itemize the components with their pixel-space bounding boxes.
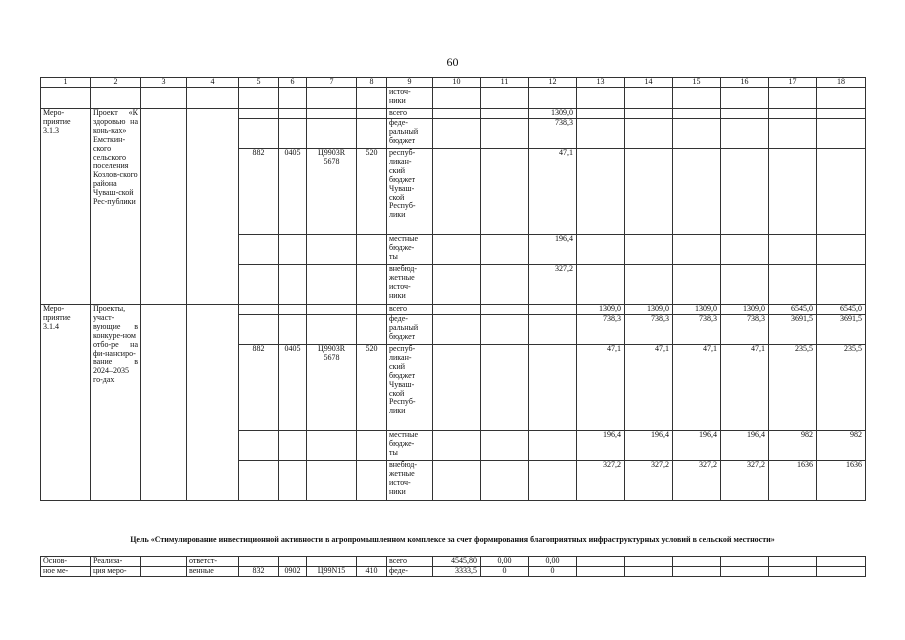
column-header: 11: [481, 78, 529, 88]
source-cell: местные бюдже- ты: [387, 235, 433, 265]
value-cell: 6545,0: [769, 305, 817, 315]
value-cell: 196,4: [577, 431, 625, 461]
table-cell: [529, 305, 577, 315]
value-cell: 327,2: [673, 461, 721, 501]
table-cell: [481, 119, 529, 149]
column-header: 13: [577, 78, 625, 88]
column-header: 1: [41, 78, 91, 88]
value-cell: 196,4: [673, 431, 721, 461]
table-cell: [307, 557, 357, 567]
table-cell: [239, 265, 279, 305]
table-cell: [357, 109, 387, 119]
value-cell: 738,3: [529, 119, 577, 149]
table-cell: [307, 88, 357, 109]
table-cell: [279, 315, 307, 345]
table-cell: [307, 305, 357, 315]
table-cell: [577, 149, 625, 235]
table-cell: [433, 149, 481, 235]
table-cell: [357, 265, 387, 305]
value-cell: 196,4: [721, 431, 769, 461]
source-cell: феде- ральный бюджет: [387, 119, 433, 149]
table-cell: [357, 431, 387, 461]
table-cell: [721, 149, 769, 235]
table-cell: [481, 109, 529, 119]
table-cell: [577, 567, 625, 577]
table-cell: [279, 119, 307, 149]
table-cell: [433, 235, 481, 265]
table-cell: [481, 88, 529, 109]
table-cell: [625, 88, 673, 109]
table-cell: [307, 461, 357, 501]
table-cell: венные: [187, 567, 239, 577]
table-cell: [769, 88, 817, 109]
table-cell: [433, 345, 481, 431]
value-cell: 47,1: [625, 345, 673, 431]
table-cell: [357, 88, 387, 109]
value-cell: 196,4: [625, 431, 673, 461]
source-cell: феде-: [387, 567, 433, 577]
table-cell: [577, 119, 625, 149]
table-cell: [187, 109, 239, 305]
table-cell: [239, 315, 279, 345]
table-cell: [239, 461, 279, 501]
table-cell: [577, 265, 625, 305]
table-cell: [817, 119, 866, 149]
table-cell: [239, 109, 279, 119]
table-cell: [279, 265, 307, 305]
table-cell: [625, 149, 673, 235]
table-cell: [481, 265, 529, 305]
budget-code-cell: 520: [357, 345, 387, 431]
column-header: 12: [529, 78, 577, 88]
column-header: 8: [357, 78, 387, 88]
table-cell: [307, 109, 357, 119]
table-cell: [239, 305, 279, 315]
table-row: [41, 305, 866, 315]
table-cell: [307, 265, 357, 305]
value-cell: 1309,0: [577, 305, 625, 315]
value-cell: 1636: [817, 461, 866, 501]
table-cell: [433, 88, 481, 109]
table-cell: [673, 265, 721, 305]
value-cell: 982: [817, 431, 866, 461]
source-cell: респуб- ликан- ский бюджет Чуваш- ской Респуб- лики: [387, 149, 433, 235]
table-cell: Основ-: [41, 557, 91, 567]
table-cell: [577, 235, 625, 265]
table-cell: [481, 431, 529, 461]
table-cell: [357, 235, 387, 265]
table-cell: [673, 88, 721, 109]
table-cell: [769, 567, 817, 577]
source-cell: местные бюдже- ты: [387, 431, 433, 461]
table-cell: [357, 305, 387, 315]
table-cell: [673, 557, 721, 567]
table-cell: [721, 265, 769, 305]
table-cell: [357, 315, 387, 345]
budget-code-cell: Ц9903R 5678: [307, 345, 357, 431]
table-cell: [307, 431, 357, 461]
source-cell: внебюд- жетные источ- ники: [387, 461, 433, 501]
table-cell: [433, 305, 481, 315]
value-cell: 47,1: [529, 149, 577, 235]
table-cell: [481, 149, 529, 235]
budget-code-cell: 410: [357, 567, 387, 577]
budget-table: [40, 77, 866, 501]
budget-code-cell: 0902: [279, 567, 307, 577]
table-cell: [769, 119, 817, 149]
table-cell: [239, 235, 279, 265]
source-cell: респуб- ликан- ский бюджет Чуваш- ской Респуб- лики: [387, 345, 433, 431]
table-cell: [187, 88, 239, 109]
table-cell: [625, 567, 673, 577]
value-cell: 982: [769, 431, 817, 461]
value-cell: 47,1: [577, 345, 625, 431]
table-cell: [481, 315, 529, 345]
table-cell: [307, 315, 357, 345]
table-cell: [279, 461, 307, 501]
column-header: 17: [769, 78, 817, 88]
table-cell: [239, 88, 279, 109]
table-cell: [817, 265, 866, 305]
value-cell: 4545,80: [433, 557, 481, 567]
measure-name: Меро- приятие 3.1.4: [41, 305, 91, 501]
measure-name: Меро- приятие 3.1.3: [41, 109, 91, 305]
table-cell: [239, 431, 279, 461]
column-header: 16: [721, 78, 769, 88]
table-cell: [357, 119, 387, 149]
table-cell: [817, 567, 866, 577]
source-cell: всего: [387, 109, 433, 119]
value-cell: 6545,0: [817, 305, 866, 315]
table-cell: [721, 119, 769, 149]
table-cell: [307, 119, 357, 149]
column-header: 5: [239, 78, 279, 88]
table-cell: ция меро-: [91, 567, 141, 577]
table-cell: [481, 345, 529, 431]
table-cell: [279, 88, 307, 109]
table-row: [41, 567, 866, 577]
measure-description: Проект «К здоровью на конь-ках» Емсткин-ского сельского поселения Козлов-ского района Чуваш-ской Рес-публики: [91, 109, 141, 305]
value-cell: 327,2: [529, 265, 577, 305]
table-cell: [673, 149, 721, 235]
table-cell: [141, 88, 187, 109]
table-cell: [529, 431, 577, 461]
table-cell: [307, 235, 357, 265]
table-cell: [625, 557, 673, 567]
source-cell: феде- ральный бюджет: [387, 315, 433, 345]
value-cell: 1309,0: [625, 305, 673, 315]
table-cell: [721, 88, 769, 109]
budget-table-continued: [40, 556, 866, 577]
table-cell: [721, 557, 769, 567]
table-row: [41, 109, 866, 119]
value-cell: 1636: [769, 461, 817, 501]
table-cell: [141, 109, 187, 305]
source-cell: всего: [387, 557, 433, 567]
table-cell: [187, 305, 239, 501]
table-cell: [529, 345, 577, 431]
table-cell: [673, 235, 721, 265]
table-cell: [769, 109, 817, 119]
value-cell: 235,5: [817, 345, 866, 431]
column-header: 14: [625, 78, 673, 88]
table-cell: [239, 119, 279, 149]
table-cell: [433, 315, 481, 345]
value-cell: 327,2: [577, 461, 625, 501]
table-cell: [577, 88, 625, 109]
table-cell: [721, 567, 769, 577]
budget-code-cell: 0405: [279, 149, 307, 235]
table-cell: [673, 567, 721, 577]
budget-code-cell: 882: [239, 345, 279, 431]
value-cell: 1309,0: [673, 305, 721, 315]
table-cell: [625, 109, 673, 119]
table-cell: [481, 461, 529, 501]
value-cell: 3691,5: [769, 315, 817, 345]
column-header: 10: [433, 78, 481, 88]
table-cell: [721, 109, 769, 119]
table-cell: [577, 557, 625, 567]
table-cell: Реализа-: [91, 557, 141, 567]
value-cell: 47,1: [673, 345, 721, 431]
table-cell: [141, 557, 187, 567]
table-cell: [817, 149, 866, 235]
column-header: 15: [673, 78, 721, 88]
table-cell: [433, 461, 481, 501]
source-cell: внебюд- жетные источ- ники: [387, 265, 433, 305]
header-row: [41, 78, 866, 88]
value-cell: 0,00: [481, 557, 529, 567]
table-cell: [279, 431, 307, 461]
table-cell: [279, 305, 307, 315]
value-cell: 1309,0: [529, 109, 577, 119]
table-cell: [769, 235, 817, 265]
budget-code-cell: Ц9903R 5678: [307, 149, 357, 235]
table-cell: [357, 557, 387, 567]
budget-code-cell: 882: [239, 149, 279, 235]
table-cell: [817, 109, 866, 119]
column-header: 2: [91, 78, 141, 88]
column-header: 9: [387, 78, 433, 88]
table-cell: [279, 557, 307, 567]
table-cell: [141, 305, 187, 501]
table-cell: [141, 567, 187, 577]
column-header: 3: [141, 78, 187, 88]
table-cell: [91, 88, 141, 109]
table-cell: [817, 557, 866, 567]
budget-code-cell: 832: [239, 567, 279, 577]
table-cell: [529, 88, 577, 109]
table-cell: [673, 109, 721, 119]
column-header: 7: [307, 78, 357, 88]
value-cell: 327,2: [625, 461, 673, 501]
budget-code-cell: 0405: [279, 345, 307, 431]
continuation-row: [41, 88, 866, 109]
source-cell: источ- ники: [387, 88, 433, 109]
table-cell: [529, 461, 577, 501]
value-cell: 196,4: [529, 235, 577, 265]
value-cell: 47,1: [721, 345, 769, 431]
table-cell: [239, 557, 279, 567]
table-cell: [481, 305, 529, 315]
page-number: 60: [446, 55, 459, 69]
table-cell: [41, 88, 91, 109]
value-cell: 0,00: [529, 557, 577, 567]
table-cell: [279, 109, 307, 119]
table-row: [41, 557, 866, 567]
table-cell: [433, 109, 481, 119]
source-cell: всего: [387, 305, 433, 315]
table-cell: [769, 557, 817, 567]
table-cell: [433, 119, 481, 149]
table-cell: [529, 315, 577, 345]
goal-heading: Цель «Стимулирование инвестиционной активности в агропромышленном комплексе за счет формирования благоприятных инфраструктурных условий в сельской местности»: [130, 535, 775, 544]
table-cell: [625, 235, 673, 265]
table-cell: [721, 235, 769, 265]
value-cell: 0: [529, 567, 577, 577]
value-cell: 1309,0: [721, 305, 769, 315]
value-cell: 738,3: [673, 315, 721, 345]
table-cell: [625, 119, 673, 149]
value-cell: 235,5: [769, 345, 817, 431]
value-cell: 327,2: [721, 461, 769, 501]
column-header: 18: [817, 78, 866, 88]
table-cell: ное ме-: [41, 567, 91, 577]
table-cell: [279, 235, 307, 265]
value-cell: 3691,5: [817, 315, 866, 345]
table-cell: [433, 265, 481, 305]
table-cell: [817, 235, 866, 265]
table-cell: [817, 88, 866, 109]
table-cell: [769, 149, 817, 235]
measure-description: Проекты, участ-вующие в конкуре-ном отбо-ре на фи-нансиро-вание в 2024–2035 го-дах: [91, 305, 141, 501]
value-cell: 0: [481, 567, 529, 577]
column-header: 4: [187, 78, 239, 88]
budget-code-cell: 520: [357, 149, 387, 235]
table-cell: [433, 431, 481, 461]
table-cell: [357, 461, 387, 501]
table-cell: ответст-: [187, 557, 239, 567]
value-cell: 738,3: [721, 315, 769, 345]
column-header: 6: [279, 78, 307, 88]
table-cell: [577, 109, 625, 119]
value-cell: 738,3: [577, 315, 625, 345]
budget-code-cell: Ц99N15: [307, 567, 357, 577]
value-cell: 738,3: [625, 315, 673, 345]
table-cell: [769, 265, 817, 305]
table-cell: [625, 265, 673, 305]
value-cell: 3333,5: [433, 567, 481, 577]
table-cell: [481, 235, 529, 265]
table-cell: [673, 119, 721, 149]
